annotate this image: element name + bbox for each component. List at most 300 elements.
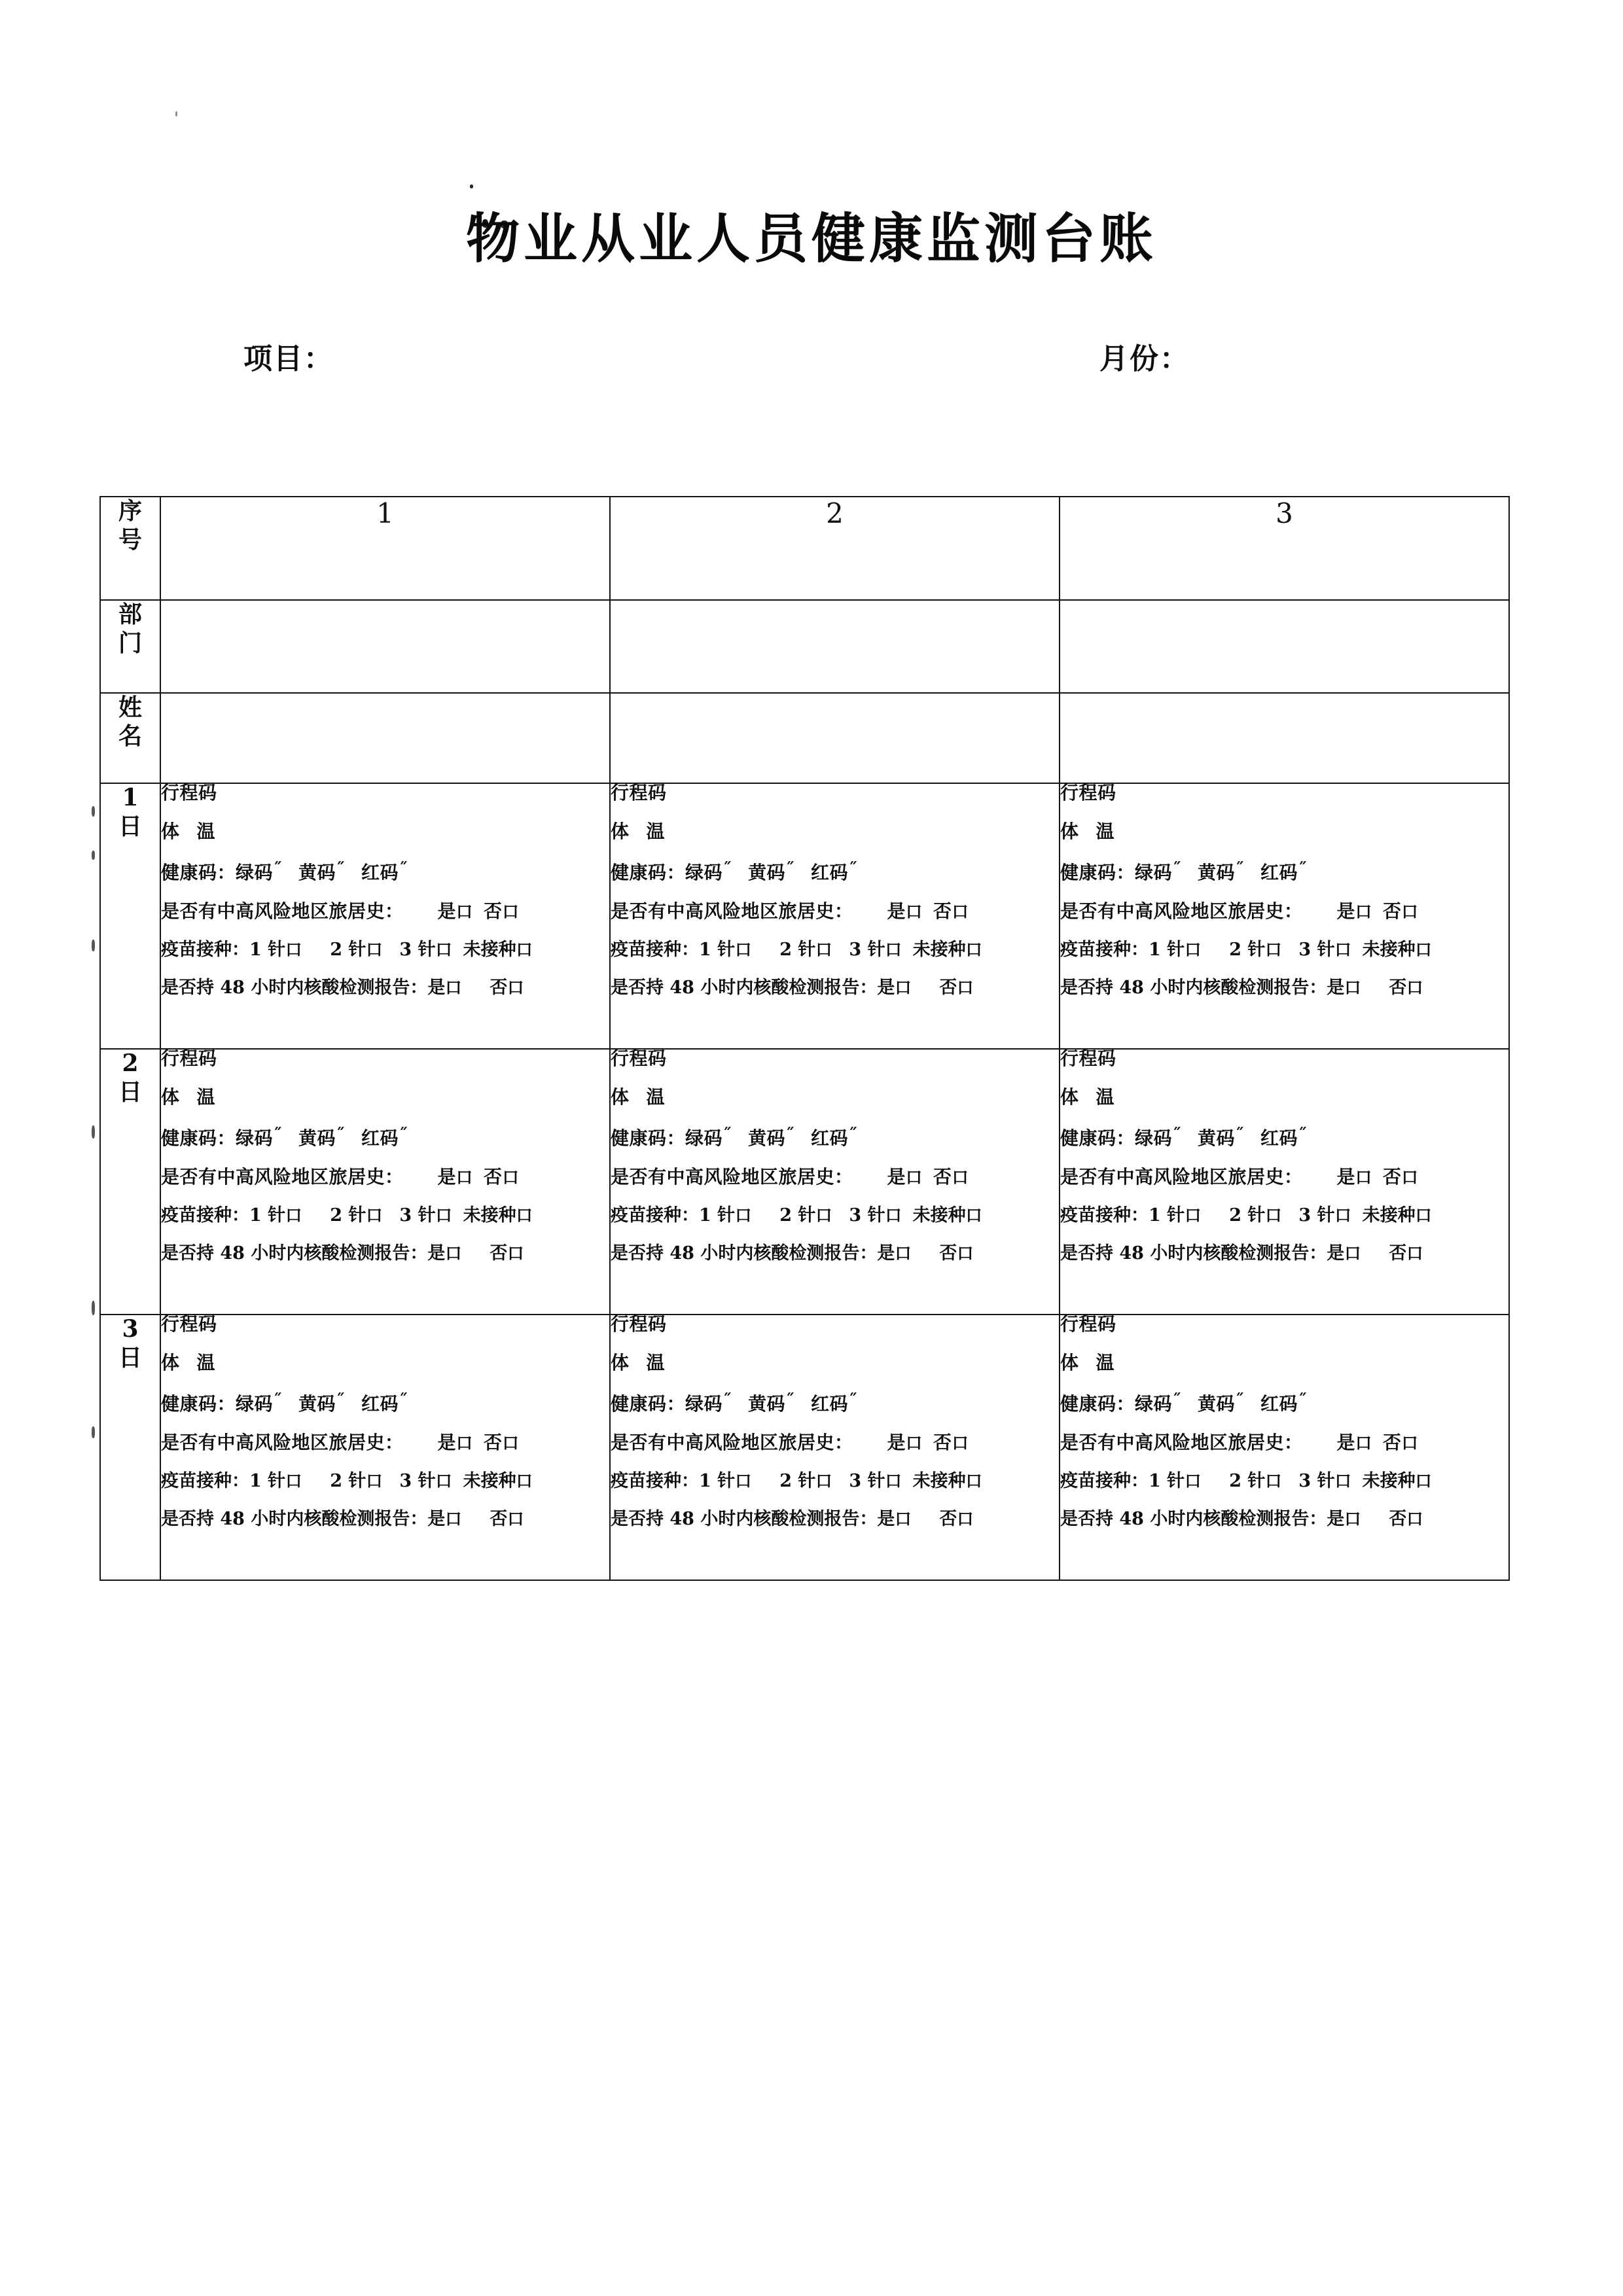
health-code-green-option[interactable]: 绿码	[236, 1393, 274, 1415]
day-data-cell[interactable]	[1060, 1315, 1509, 1580]
vaccine-dose2-checkbox[interactable]: 口	[815, 940, 832, 959]
vaccine-none-checkbox[interactable]: 口	[965, 940, 982, 959]
vaccine-none-label: 未接种	[463, 940, 516, 960]
vaccine-dose1-label: 1 针	[699, 1471, 736, 1491]
risk-area-line	[1060, 1168, 1508, 1186]
day-unit: 日	[118, 1078, 142, 1106]
vaccine-none-checkbox[interactable]: 口	[516, 1472, 533, 1491]
risk-no-label: 否	[933, 1432, 952, 1453]
temperature-line	[611, 822, 1059, 841]
vaccine-dose2-checkbox[interactable]: 口	[366, 1472, 383, 1491]
vaccine-line	[161, 1472, 609, 1490]
health-code-green-option[interactable]: 绿码	[1135, 1127, 1173, 1149]
health-code-yellow-mark-icon[interactable]: ˝	[785, 860, 794, 879]
health-code-red-option[interactable]: 红码	[1260, 1393, 1298, 1415]
health-code-green-mark-icon[interactable]: ˝	[1172, 1391, 1181, 1411]
vaccine-dose3-label: 3 针	[399, 940, 436, 960]
risk-no-checkbox[interactable]: 口	[502, 1168, 519, 1187]
health-code-green-option[interactable]: 绿码	[685, 862, 723, 883]
vaccine-dose3-checkbox[interactable]: 口	[435, 940, 452, 959]
vaccine-dose3-checkbox[interactable]: 口	[885, 940, 902, 959]
pcr-yes-checkbox[interactable]: 口	[445, 1244, 462, 1263]
vaccine-dose1-label: 1 针	[249, 940, 286, 960]
health-code-green-option[interactable]: 绿码	[685, 1127, 723, 1149]
meta-row	[98, 335, 1512, 381]
pcr-label: 是否持 48 小时内核酸检测报告：	[611, 1243, 878, 1263]
pcr-yes-checkbox[interactable]: 口	[895, 1510, 912, 1528]
pcr-no-checkbox[interactable]: 口	[1406, 1244, 1423, 1263]
risk-area-label: 是否有中高风险地区旅居史：	[611, 1432, 853, 1453]
vaccine-dose3-label: 3 针	[399, 1471, 436, 1491]
travel-code-line	[161, 1050, 609, 1068]
risk-area-line	[161, 1434, 609, 1452]
health-code-label: 健康码：	[611, 1127, 686, 1149]
health-code-label: 健康码：	[611, 862, 686, 883]
health-code-yellow-mark-icon[interactable]: ˝	[1235, 1125, 1244, 1145]
health-code-green-option[interactable]: 绿码	[685, 1393, 723, 1415]
health-code-yellow-option[interactable]: 黄码	[1198, 1393, 1236, 1415]
day-data-cell[interactable]	[610, 1049, 1060, 1315]
pcr-yes-label: 是	[427, 1509, 446, 1529]
name-row	[100, 693, 1509, 783]
health-code-yellow-option[interactable]: 黄码	[298, 1393, 336, 1415]
pcr-label: 是否持 48 小时内核酸检测报告：	[161, 1509, 428, 1529]
pcr-no-label: 否	[939, 978, 957, 998]
vaccine-dose3-checkbox[interactable]: 口	[885, 1472, 902, 1491]
vaccine-none-checkbox[interactable]: 口	[1415, 940, 1432, 959]
vaccine-none-label: 未接种	[1362, 940, 1416, 960]
health-code-green-mark-icon[interactable]: ˝	[722, 860, 732, 879]
health-code-yellow-mark-icon[interactable]: ˝	[336, 1125, 345, 1145]
risk-no-label: 否	[933, 1166, 952, 1188]
pcr-yes-checkbox[interactable]: 口	[1344, 1510, 1361, 1528]
health-code-red-option[interactable]: 红码	[811, 862, 849, 883]
health-code-red-option[interactable]: 红码	[1260, 1127, 1298, 1149]
vaccine-none-checkbox[interactable]: 口	[965, 1206, 982, 1225]
temperature-line	[611, 1088, 1059, 1106]
vaccine-dose1-checkbox[interactable]: 口	[735, 1472, 752, 1491]
pcr-yes-checkbox[interactable]: 口	[895, 1244, 912, 1263]
page-title: 物业从业人员健康监测台账	[465, 207, 1157, 270]
vaccine-dose1-checkbox[interactable]: 口	[1185, 1206, 1202, 1225]
vaccine-dose3-checkbox[interactable]: 口	[435, 1206, 452, 1225]
day-row	[100, 1049, 1509, 1315]
health-code-red-mark-icon[interactable]: ˝	[1298, 1125, 1307, 1145]
day-data-cell[interactable]	[1060, 783, 1509, 1049]
vaccine-line	[1060, 1472, 1508, 1490]
vaccine-label: 疫苗接种：	[611, 1205, 699, 1226]
vaccine-none-checkbox[interactable]: 口	[516, 940, 533, 959]
risk-no-checkbox[interactable]: 口	[1401, 1434, 1418, 1453]
scan-speckle	[92, 940, 95, 951]
vaccine-line	[1060, 1207, 1508, 1224]
vaccine-dose3-label: 3 针	[1298, 940, 1335, 960]
risk-yes-label: 是	[437, 1166, 457, 1188]
risk-area-line	[161, 902, 609, 921]
risk-yes-label: 是	[887, 1432, 906, 1453]
department-row	[100, 600, 1509, 693]
risk-no-checkbox[interactable]: 口	[952, 1168, 969, 1187]
day-row	[100, 1315, 1509, 1580]
temperature-line	[1060, 822, 1508, 841]
health-monitoring-table	[99, 496, 1510, 1581]
risk-yes-checkbox[interactable]: 口	[1355, 1434, 1372, 1453]
pcr-yes-checkbox[interactable]: 口	[1344, 978, 1361, 997]
vaccine-dose3-label: 3 针	[1298, 1471, 1335, 1491]
vaccine-dose2-label: 2 针	[1229, 1471, 1266, 1491]
health-code-label: 健康码：	[1060, 1393, 1135, 1415]
health-code-yellow-option[interactable]: 黄码	[298, 1127, 336, 1149]
project-label: 项目：	[243, 342, 334, 376]
health-code-red-mark-icon[interactable]: ˝	[399, 1125, 408, 1145]
health-code-red-mark-icon[interactable]: ˝	[848, 1125, 857, 1145]
health-code-red-option[interactable]: 红码	[811, 1127, 849, 1149]
department-value-cell-1[interactable]	[160, 600, 610, 693]
risk-area-label: 是否有中高风险地区旅居史：	[161, 1166, 404, 1188]
risk-yes-label: 是	[1336, 1166, 1356, 1188]
temperature-label-2: 温	[1096, 1086, 1115, 1108]
vaccine-dose1-checkbox[interactable]: 口	[735, 1206, 752, 1225]
department-header-cell	[100, 600, 160, 693]
health-code-red-option[interactable]: 红码	[361, 1127, 399, 1149]
travel-code-line	[1060, 1315, 1508, 1333]
health-code-label: 健康码：	[161, 1127, 236, 1149]
vaccine-dose3-label: 3 针	[849, 1205, 885, 1226]
health-code-line	[1060, 861, 1508, 882]
risk-no-checkbox[interactable]: 口	[952, 902, 969, 921]
pcr-yes-checkbox[interactable]: 口	[895, 978, 912, 997]
travel-code-line	[1060, 1050, 1508, 1068]
pcr-label: 是否持 48 小时内核酸检测报告：	[1060, 1243, 1327, 1263]
risk-area-line	[1060, 902, 1508, 921]
pcr-no-checkbox[interactable]: 口	[957, 978, 974, 997]
health-code-green-mark-icon[interactable]: ˝	[722, 1125, 732, 1145]
temperature-label-2: 温	[1096, 821, 1115, 842]
health-code-yellow-option[interactable]: 黄码	[748, 862, 786, 883]
health-code-green-mark-icon[interactable]: ˝	[273, 1391, 282, 1411]
day-data-cell[interactable]	[610, 783, 1060, 1049]
day-data-cell[interactable]	[160, 1049, 610, 1315]
travel-code-label: 行程码	[1060, 1048, 1116, 1069]
travel-code-line	[161, 784, 609, 802]
pcr-line	[1060, 1510, 1508, 1528]
health-code-red-mark-icon[interactable]: ˝	[848, 1391, 857, 1411]
vaccine-none-checkbox[interactable]: 口	[516, 1206, 533, 1225]
temperature-label-2: 温	[196, 1352, 216, 1373]
day-label-cell	[100, 1049, 160, 1315]
risk-no-checkbox[interactable]: 口	[952, 1434, 969, 1453]
health-code-green-option[interactable]: 绿码	[1135, 1393, 1173, 1415]
health-code-yellow-option[interactable]: 黄码	[1198, 862, 1236, 883]
risk-no-label: 否	[484, 900, 503, 922]
health-code-green-mark-icon[interactable]: ˝	[273, 860, 282, 879]
pcr-label: 是否持 48 小时内核酸检测报告：	[611, 978, 878, 998]
risk-area-line	[611, 1434, 1059, 1452]
health-code-green-mark-icon[interactable]: ˝	[1172, 860, 1181, 879]
vaccine-none-label: 未接种	[1362, 1471, 1416, 1491]
health-code-red-option[interactable]: 红码	[361, 862, 399, 883]
vaccine-dose2-label: 2 针	[779, 1471, 816, 1491]
vaccine-dose2-checkbox[interactable]: 口	[1265, 940, 1282, 959]
scan-speckle	[92, 1125, 95, 1139]
risk-yes-checkbox[interactable]: 口	[456, 902, 473, 921]
health-code-green-option[interactable]: 绿码	[236, 1127, 274, 1149]
pcr-yes-label: 是	[1327, 978, 1345, 998]
health-code-label: 健康码：	[161, 862, 236, 883]
name-value-cell-2[interactable]	[610, 693, 1060, 783]
pcr-line	[161, 1245, 609, 1262]
vaccine-dose1-label: 1 针	[1149, 1205, 1185, 1226]
temperature-label-2: 温	[646, 821, 666, 842]
health-code-label: 健康码：	[1060, 1127, 1135, 1149]
pcr-yes-checkbox[interactable]: 口	[445, 978, 462, 997]
risk-yes-checkbox[interactable]: 口	[906, 1434, 923, 1453]
health-code-line	[161, 1392, 609, 1413]
vaccine-dose3-label: 3 针	[849, 1471, 885, 1491]
pcr-line	[161, 979, 609, 997]
risk-no-checkbox[interactable]: 口	[502, 1434, 519, 1453]
pcr-yes-checkbox[interactable]: 口	[445, 1510, 462, 1528]
health-code-yellow-mark-icon[interactable]: ˝	[336, 1391, 345, 1411]
travel-code-label: 行程码	[611, 782, 667, 804]
day-number: 2	[122, 1050, 139, 1077]
risk-no-label: 否	[1383, 1432, 1402, 1453]
vaccine-dose2-checkbox[interactable]: 口	[1265, 1472, 1282, 1491]
vaccine-dose1-checkbox[interactable]: 口	[285, 1472, 302, 1491]
pcr-no-checkbox[interactable]: 口	[507, 978, 524, 997]
health-code-label: 健康码：	[1060, 862, 1135, 883]
table-header-row	[100, 497, 1509, 600]
temperature-label-2: 温	[196, 1086, 216, 1108]
health-code-line	[611, 861, 1059, 882]
vaccine-dose3-checkbox[interactable]: 口	[435, 1472, 452, 1491]
health-code-yellow-mark-icon[interactable]: ˝	[785, 1391, 794, 1411]
vaccine-dose2-checkbox[interactable]: 口	[366, 940, 383, 959]
travel-code-line	[1060, 784, 1508, 802]
risk-yes-checkbox[interactable]: 口	[906, 902, 923, 921]
vaccine-dose2-checkbox[interactable]: 口	[815, 1206, 832, 1225]
department-label-char-2: 门	[118, 629, 142, 657]
name-header-cell	[100, 693, 160, 783]
day-data-cell[interactable]	[1060, 1049, 1509, 1315]
vaccine-none-checkbox[interactable]: 口	[965, 1472, 982, 1491]
vaccine-dose2-checkbox[interactable]: 口	[815, 1472, 832, 1491]
health-code-line	[1060, 1127, 1508, 1148]
vaccine-dose1-label: 1 针	[249, 1471, 286, 1491]
day-unit: 日	[118, 812, 142, 840]
travel-code-label: 行程码	[611, 1048, 667, 1069]
temperature-line	[161, 1088, 609, 1106]
health-code-yellow-mark-icon[interactable]: ˝	[336, 860, 345, 879]
travel-code-line	[611, 1315, 1059, 1333]
health-code-yellow-mark-icon[interactable]: ˝	[1235, 1391, 1244, 1411]
pcr-no-checkbox[interactable]: 口	[1406, 978, 1423, 997]
risk-area-label: 是否有中高风险地区旅居史：	[611, 900, 853, 922]
pcr-yes-label: 是	[1327, 1243, 1345, 1263]
vaccine-label: 疫苗接种：	[611, 940, 699, 960]
pcr-no-checkbox[interactable]: 口	[507, 1510, 524, 1528]
travel-code-label: 行程码	[161, 782, 217, 804]
vaccine-dose1-label: 1 针	[1149, 1471, 1185, 1491]
health-code-yellow-option[interactable]: 黄码	[1198, 1127, 1236, 1149]
health-code-green-mark-icon[interactable]: ˝	[273, 1125, 282, 1145]
health-code-yellow-mark-icon[interactable]: ˝	[785, 1125, 794, 1145]
pcr-yes-label: 是	[877, 1243, 895, 1263]
risk-no-checkbox[interactable]: 口	[1401, 902, 1418, 921]
column-header-3: 3	[1060, 497, 1509, 600]
travel-code-label: 行程码	[1060, 782, 1116, 804]
department-value-cell-3[interactable]	[1060, 600, 1509, 693]
risk-area-line	[611, 1168, 1059, 1186]
day-data-cell[interactable]	[610, 1315, 1060, 1580]
name-value-cell-3[interactable]	[1060, 693, 1509, 783]
name-label-char-1: 姓	[118, 694, 142, 721]
risk-yes-checkbox[interactable]: 口	[456, 1434, 473, 1453]
travel-code-line	[611, 1050, 1059, 1068]
risk-no-checkbox[interactable]: 口	[1401, 1168, 1418, 1187]
risk-area-label: 是否有中高风险地区旅居史：	[161, 900, 404, 922]
temperature-label-1: 体	[611, 821, 630, 842]
risk-yes-checkbox[interactable]: 口	[906, 1168, 923, 1187]
temperature-label-2: 温	[196, 821, 216, 842]
risk-area-label: 是否有中高风险地区旅居史：	[1060, 1166, 1303, 1188]
vaccine-dose1-label: 1 针	[249, 1205, 286, 1226]
risk-yes-label: 是	[887, 900, 906, 922]
pcr-line	[611, 1510, 1059, 1528]
pcr-no-label: 否	[1389, 1509, 1407, 1529]
health-code-green-option[interactable]: 绿码	[236, 862, 274, 883]
vaccine-none-checkbox[interactable]: 口	[1415, 1472, 1432, 1491]
health-code-red-mark-icon[interactable]: ˝	[848, 860, 857, 879]
pcr-no-checkbox[interactable]: 口	[1406, 1510, 1423, 1528]
vaccine-label: 疫苗接种：	[161, 940, 249, 960]
scan-speckle	[92, 806, 95, 817]
health-code-yellow-option[interactable]: 黄码	[748, 1393, 786, 1415]
pcr-no-label: 否	[490, 978, 508, 998]
vaccine-dose1-checkbox[interactable]: 口	[285, 940, 302, 959]
risk-yes-checkbox[interactable]: 口	[1355, 1168, 1372, 1187]
temperature-line	[161, 1354, 609, 1372]
pcr-no-checkbox[interactable]: 口	[957, 1244, 974, 1263]
vaccine-dose1-checkbox[interactable]: 口	[735, 940, 752, 959]
vaccine-dose1-checkbox[interactable]: 口	[1185, 940, 1202, 959]
temperature-label-2: 温	[1096, 1352, 1115, 1373]
department-value-cell-2[interactable]	[610, 600, 1060, 693]
health-code-green-option[interactable]: 绿码	[1135, 862, 1173, 883]
name-value-cell-1[interactable]	[160, 693, 610, 783]
pcr-line	[611, 1245, 1059, 1262]
vaccine-dose3-checkbox[interactable]: 口	[1334, 1206, 1351, 1225]
temperature-label-1: 体	[1060, 1352, 1079, 1373]
vaccine-dose3-checkbox[interactable]: 口	[1334, 940, 1351, 959]
vaccine-dose2-label: 2 针	[779, 940, 816, 960]
day-number: 3	[122, 1315, 139, 1343]
health-code-green-mark-icon[interactable]: ˝	[1172, 1125, 1181, 1145]
vaccine-label: 疫苗接种：	[1060, 1205, 1149, 1226]
risk-yes-checkbox[interactable]: 口	[456, 1168, 473, 1187]
column-header-1: 1	[160, 497, 610, 600]
temperature-label-1: 体	[611, 1086, 630, 1108]
pcr-yes-checkbox[interactable]: 口	[1344, 1244, 1361, 1263]
temperature-line	[611, 1354, 1059, 1372]
risk-area-label: 是否有中高风险地区旅居史：	[161, 1432, 404, 1453]
travel-code-label: 行程码	[161, 1313, 217, 1335]
pcr-no-checkbox[interactable]: 口	[507, 1244, 524, 1263]
health-code-yellow-option[interactable]: 黄码	[748, 1127, 786, 1149]
pcr-yes-label: 是	[877, 1509, 895, 1529]
vaccine-none-checkbox[interactable]: 口	[1415, 1206, 1432, 1225]
pcr-no-checkbox[interactable]: 口	[957, 1510, 974, 1528]
vaccine-dose3-checkbox[interactable]: 口	[885, 1206, 902, 1225]
column-header-2: 2	[610, 497, 1060, 600]
vaccine-none-label: 未接种	[912, 940, 966, 960]
health-code-yellow-mark-icon[interactable]: ˝	[1235, 860, 1244, 879]
health-code-red-option[interactable]: 红码	[361, 1393, 399, 1415]
day-number: 1	[122, 784, 139, 811]
vaccine-dose1-checkbox[interactable]: 口	[1185, 1472, 1202, 1491]
vaccine-dose3-label: 3 针	[1298, 1205, 1335, 1226]
vaccine-dose3-checkbox[interactable]: 口	[1334, 1472, 1351, 1491]
health-code-red-option[interactable]: 红码	[1260, 862, 1298, 883]
pcr-yes-label: 是	[427, 978, 446, 998]
vaccine-none-label: 未接种	[463, 1471, 516, 1491]
pcr-label: 是否持 48 小时内核酸检测报告：	[1060, 978, 1327, 998]
temperature-label-2: 温	[646, 1352, 666, 1373]
vaccine-line	[161, 941, 609, 959]
temperature-line	[161, 822, 609, 841]
day-label-cell	[100, 1315, 160, 1580]
vaccine-dose1-checkbox[interactable]: 口	[285, 1206, 302, 1225]
vaccine-dose2-checkbox[interactable]: 口	[1265, 1206, 1282, 1225]
day-data-cell[interactable]	[160, 1315, 610, 1580]
pcr-no-label: 否	[1389, 1243, 1407, 1263]
risk-yes-label: 是	[1336, 1432, 1356, 1453]
vaccine-label: 疫苗接种：	[161, 1471, 249, 1491]
vaccine-dose1-label: 1 针	[699, 1205, 736, 1226]
health-code-red-mark-icon[interactable]: ˝	[399, 860, 408, 879]
health-code-line	[611, 1127, 1059, 1148]
day-label-cell	[100, 783, 160, 1049]
pcr-no-label: 否	[490, 1243, 508, 1263]
vaccine-line	[611, 941, 1059, 959]
health-code-green-mark-icon[interactable]: ˝	[722, 1391, 732, 1411]
day-row	[100, 783, 1509, 1049]
vaccine-none-label: 未接种	[1362, 1205, 1416, 1226]
pcr-line	[1060, 1245, 1508, 1262]
health-code-red-mark-icon[interactable]: ˝	[399, 1391, 408, 1411]
health-code-red-option[interactable]: 红码	[811, 1393, 849, 1415]
risk-no-checkbox[interactable]: 口	[502, 902, 519, 921]
day-data-cell[interactable]	[160, 783, 610, 1049]
health-code-red-mark-icon[interactable]: ˝	[1298, 1391, 1307, 1411]
travel-code-label: 行程码	[161, 1048, 217, 1069]
pcr-no-label: 否	[939, 1509, 957, 1529]
vaccine-dose2-checkbox[interactable]: 口	[366, 1206, 383, 1225]
vaccine-dose3-label: 3 针	[399, 1205, 436, 1226]
risk-yes-checkbox[interactable]: 口	[1355, 902, 1372, 921]
vaccine-dose2-label: 2 针	[330, 1471, 366, 1491]
health-code-line	[1060, 1392, 1508, 1413]
travel-code-line	[611, 784, 1059, 802]
health-code-yellow-option[interactable]: 黄码	[298, 862, 336, 883]
risk-area-line	[611, 902, 1059, 921]
vaccine-line	[161, 1207, 609, 1224]
risk-area-label: 是否有中高风险地区旅居史：	[1060, 900, 1303, 922]
health-code-red-mark-icon[interactable]: ˝	[1298, 860, 1307, 879]
serial-header-cell	[100, 497, 160, 600]
risk-no-label: 否	[933, 900, 952, 922]
travel-code-line	[161, 1315, 609, 1333]
